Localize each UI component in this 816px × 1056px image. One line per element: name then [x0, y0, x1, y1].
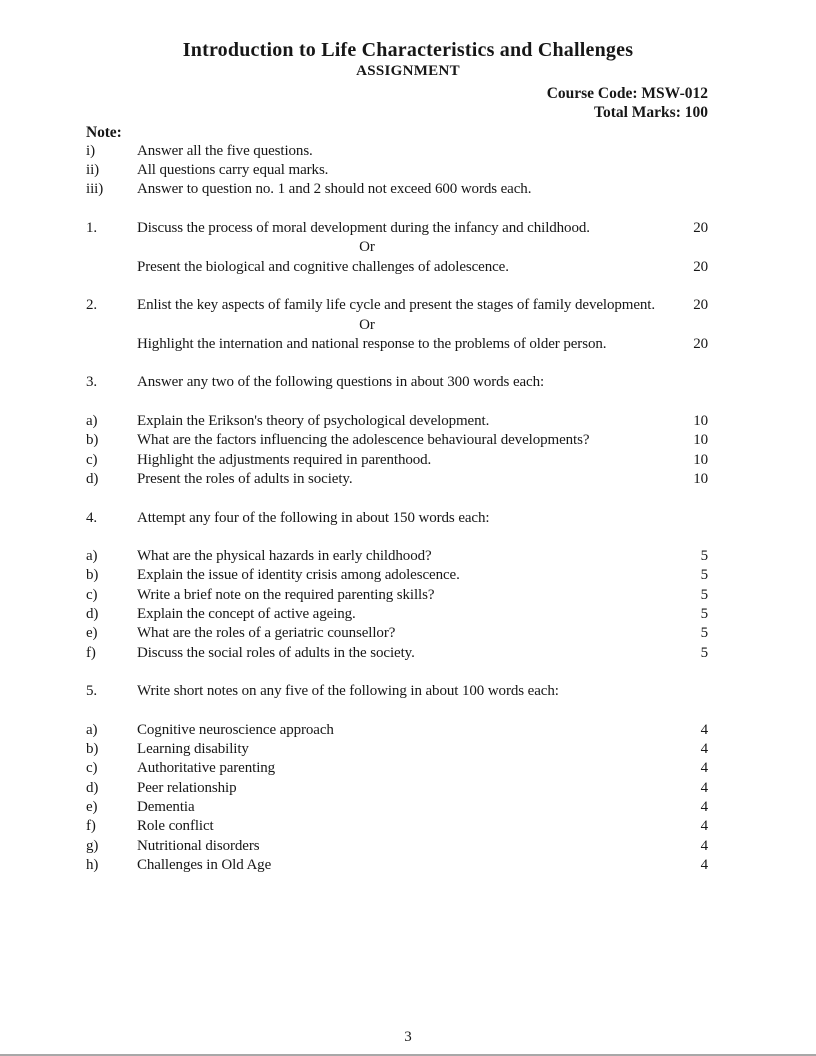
- sub-question-row: [86, 644, 708, 663]
- sub-question-marks: 5: [700, 586, 708, 603]
- sub-question-marks: 4: [700, 760, 708, 777]
- question-row: [86, 509, 708, 528]
- sub-question-row: [86, 547, 708, 566]
- sub-question-marks: 5: [700, 625, 708, 642]
- sub-question-label: f): [86, 644, 96, 661]
- sub-question-text: Learning disability: [137, 741, 249, 758]
- question-marks: 20: [693, 258, 708, 275]
- question-text: Answer any two of the following questions in about 300 words each:: [137, 374, 545, 391]
- sub-question-marks: 4: [700, 779, 708, 796]
- sub-question-text: Present the roles of adults in society.: [137, 470, 353, 487]
- note-item-label: ii): [86, 162, 100, 179]
- note-item-label: iii): [86, 181, 104, 198]
- sub-question-text: What are the factors influencing the adolescence behavioural developments?: [137, 432, 590, 449]
- question-1: [86, 219, 708, 277]
- sub-question-text: Dementia: [137, 798, 195, 815]
- sub-question-text: Cognitive neuroscience approach: [137, 721, 334, 738]
- sub-question-label: f): [86, 818, 96, 835]
- or-label: Or: [359, 239, 375, 256]
- sub-question-text: Role conflict: [137, 818, 214, 835]
- sub-question-row: [86, 431, 708, 450]
- sub-question-row: [86, 566, 708, 585]
- sub-question-text: Explain the Erikson's theory of psychological development.: [137, 413, 490, 430]
- sub-question-marks: 4: [700, 837, 708, 854]
- sub-question-marks: 5: [700, 606, 708, 623]
- question-marks: 20: [693, 335, 708, 352]
- sub-question-marks: 4: [700, 798, 708, 815]
- note-item: [86, 180, 708, 199]
- sub-question-marks: 5: [700, 644, 708, 661]
- sub-question-label: h): [86, 856, 99, 873]
- sub-question-row: [86, 412, 708, 431]
- sub-question-label: a): [86, 721, 98, 738]
- sub-question-row: [86, 740, 708, 759]
- indent-spacer: [86, 238, 137, 257]
- sub-question-text: Authoritative parenting: [137, 760, 276, 777]
- note-heading: Note:: [86, 123, 122, 141]
- question-number: 2.: [86, 297, 98, 314]
- sub-question-row: [86, 470, 708, 489]
- indent-spacer: [86, 258, 137, 277]
- question-row: [86, 296, 708, 315]
- question-4-heading: [86, 509, 708, 528]
- sub-question-row: [86, 856, 708, 875]
- sub-question-label: e): [86, 798, 98, 815]
- sub-question-row: [86, 451, 708, 470]
- question-number: 3.: [86, 374, 98, 391]
- question-row: [86, 258, 708, 277]
- sub-question-marks: 4: [700, 721, 708, 738]
- sub-question-label: c): [86, 586, 98, 603]
- sub-question-text: Highlight the adjustments required in parenthood.: [137, 451, 432, 468]
- sub-question-label: b): [86, 741, 99, 758]
- sub-question-label: e): [86, 625, 98, 642]
- sub-question-text: Write a brief note on the required parenting skills?: [137, 586, 435, 603]
- note-item-label: i): [86, 142, 95, 159]
- sub-question-text: Explain the concept of active ageing.: [137, 606, 356, 623]
- question-number: 4.: [86, 509, 98, 526]
- sub-question-row: [86, 837, 708, 856]
- sub-question-label: d): [86, 470, 99, 487]
- sub-question-label: c): [86, 451, 98, 468]
- sub-question-text: What are the roles of a geriatric counsellor?: [137, 625, 396, 642]
- question-row: [86, 219, 708, 238]
- page-number: 3: [404, 1029, 412, 1045]
- question-3-heading: [86, 373, 708, 392]
- question-number: 5.: [86, 683, 98, 700]
- sub-question-row: [86, 779, 708, 798]
- sub-question-marks: 4: [700, 856, 708, 873]
- sub-question-marks: 5: [700, 567, 708, 584]
- page-title: Introduction to Life Characteristics and Challenges: [182, 39, 634, 61]
- sub-question-label: a): [86, 548, 98, 565]
- sub-question-label: c): [86, 760, 98, 777]
- sub-question-marks: 10: [693, 470, 708, 487]
- question-row: [86, 335, 708, 354]
- question-text: Highlight the internation and national response to the problems of older person.: [137, 335, 607, 352]
- question-text: Present the biological and cognitive challenges of adolescence.: [137, 258, 509, 275]
- sub-question-marks: 10: [693, 413, 708, 430]
- or-row: [86, 238, 708, 257]
- sub-question-label: d): [86, 606, 99, 623]
- indent-spacer: [86, 316, 137, 335]
- sub-question-row: [86, 721, 708, 740]
- note-item-text: All questions carry equal marks.: [137, 162, 329, 179]
- sub-question-row: [86, 798, 708, 817]
- question-marks: 20: [693, 220, 708, 237]
- question-number: 1.: [86, 220, 98, 237]
- sub-question-row: [86, 817, 708, 836]
- question-2: [86, 296, 708, 354]
- sub-question-label: g): [86, 837, 99, 854]
- header-meta: [86, 84, 708, 123]
- sub-question-row: [86, 586, 708, 605]
- sub-question-marks: 4: [700, 818, 708, 835]
- course-code: Course Code: MSW-012: [546, 85, 708, 102]
- question-3-items: [86, 412, 708, 489]
- or-row: [86, 316, 708, 335]
- sub-question-label: a): [86, 413, 98, 430]
- question-row: [86, 682, 708, 701]
- note-item: [86, 161, 708, 180]
- note-item-text: Answer to question no. 1 and 2 should not exceed 600 words each.: [137, 181, 532, 198]
- sub-question-text: What are the physical hazards in early childhood?: [137, 548, 432, 565]
- question-text: Discuss the process of moral development during the infancy and childhood.: [137, 220, 590, 237]
- question-text: Enlist the key aspects of family life cycle and present the stages of family development.: [137, 297, 656, 314]
- total-marks: Total Marks: 100: [594, 104, 708, 122]
- question-text: Write short notes on any five of the following in about 100 words each:: [137, 683, 559, 700]
- question-row: [86, 373, 708, 392]
- sub-question-row: [86, 605, 708, 624]
- question-text: Attempt any four of the following in about 150 words each:: [137, 509, 490, 526]
- sub-question-label: b): [86, 567, 99, 584]
- question-4-items: [86, 547, 708, 663]
- note-item-text: Answer all the five questions.: [137, 142, 313, 159]
- sub-question-label: d): [86, 779, 99, 796]
- note-section: [86, 123, 708, 200]
- indent-spacer: [86, 335, 137, 354]
- question-marks: 20: [693, 297, 708, 314]
- or-label: Or: [359, 316, 375, 333]
- page-subtitle: ASSIGNMENT: [356, 63, 460, 79]
- sub-question-row: [86, 759, 708, 778]
- question-5-items: [86, 721, 708, 875]
- document-content: [86, 80, 708, 875]
- sub-question-text: Nutritional disorders: [137, 837, 260, 854]
- sub-question-row: [86, 624, 708, 643]
- sub-question-marks: 10: [693, 432, 708, 449]
- note-item: [86, 142, 708, 161]
- sub-question-label: b): [86, 432, 99, 449]
- question-5-heading: [86, 682, 708, 701]
- sub-question-marks: 4: [700, 741, 708, 758]
- sub-question-marks: 5: [700, 548, 708, 565]
- sub-question-text: Explain the issue of identity crisis among adolescence.: [137, 567, 460, 584]
- sub-question-marks: 10: [693, 451, 708, 468]
- sub-question-text: Challenges in Old Age: [137, 856, 272, 873]
- sub-question-text: Discuss the social roles of adults in the society.: [137, 644, 415, 661]
- sub-question-text: Peer relationship: [137, 779, 237, 796]
